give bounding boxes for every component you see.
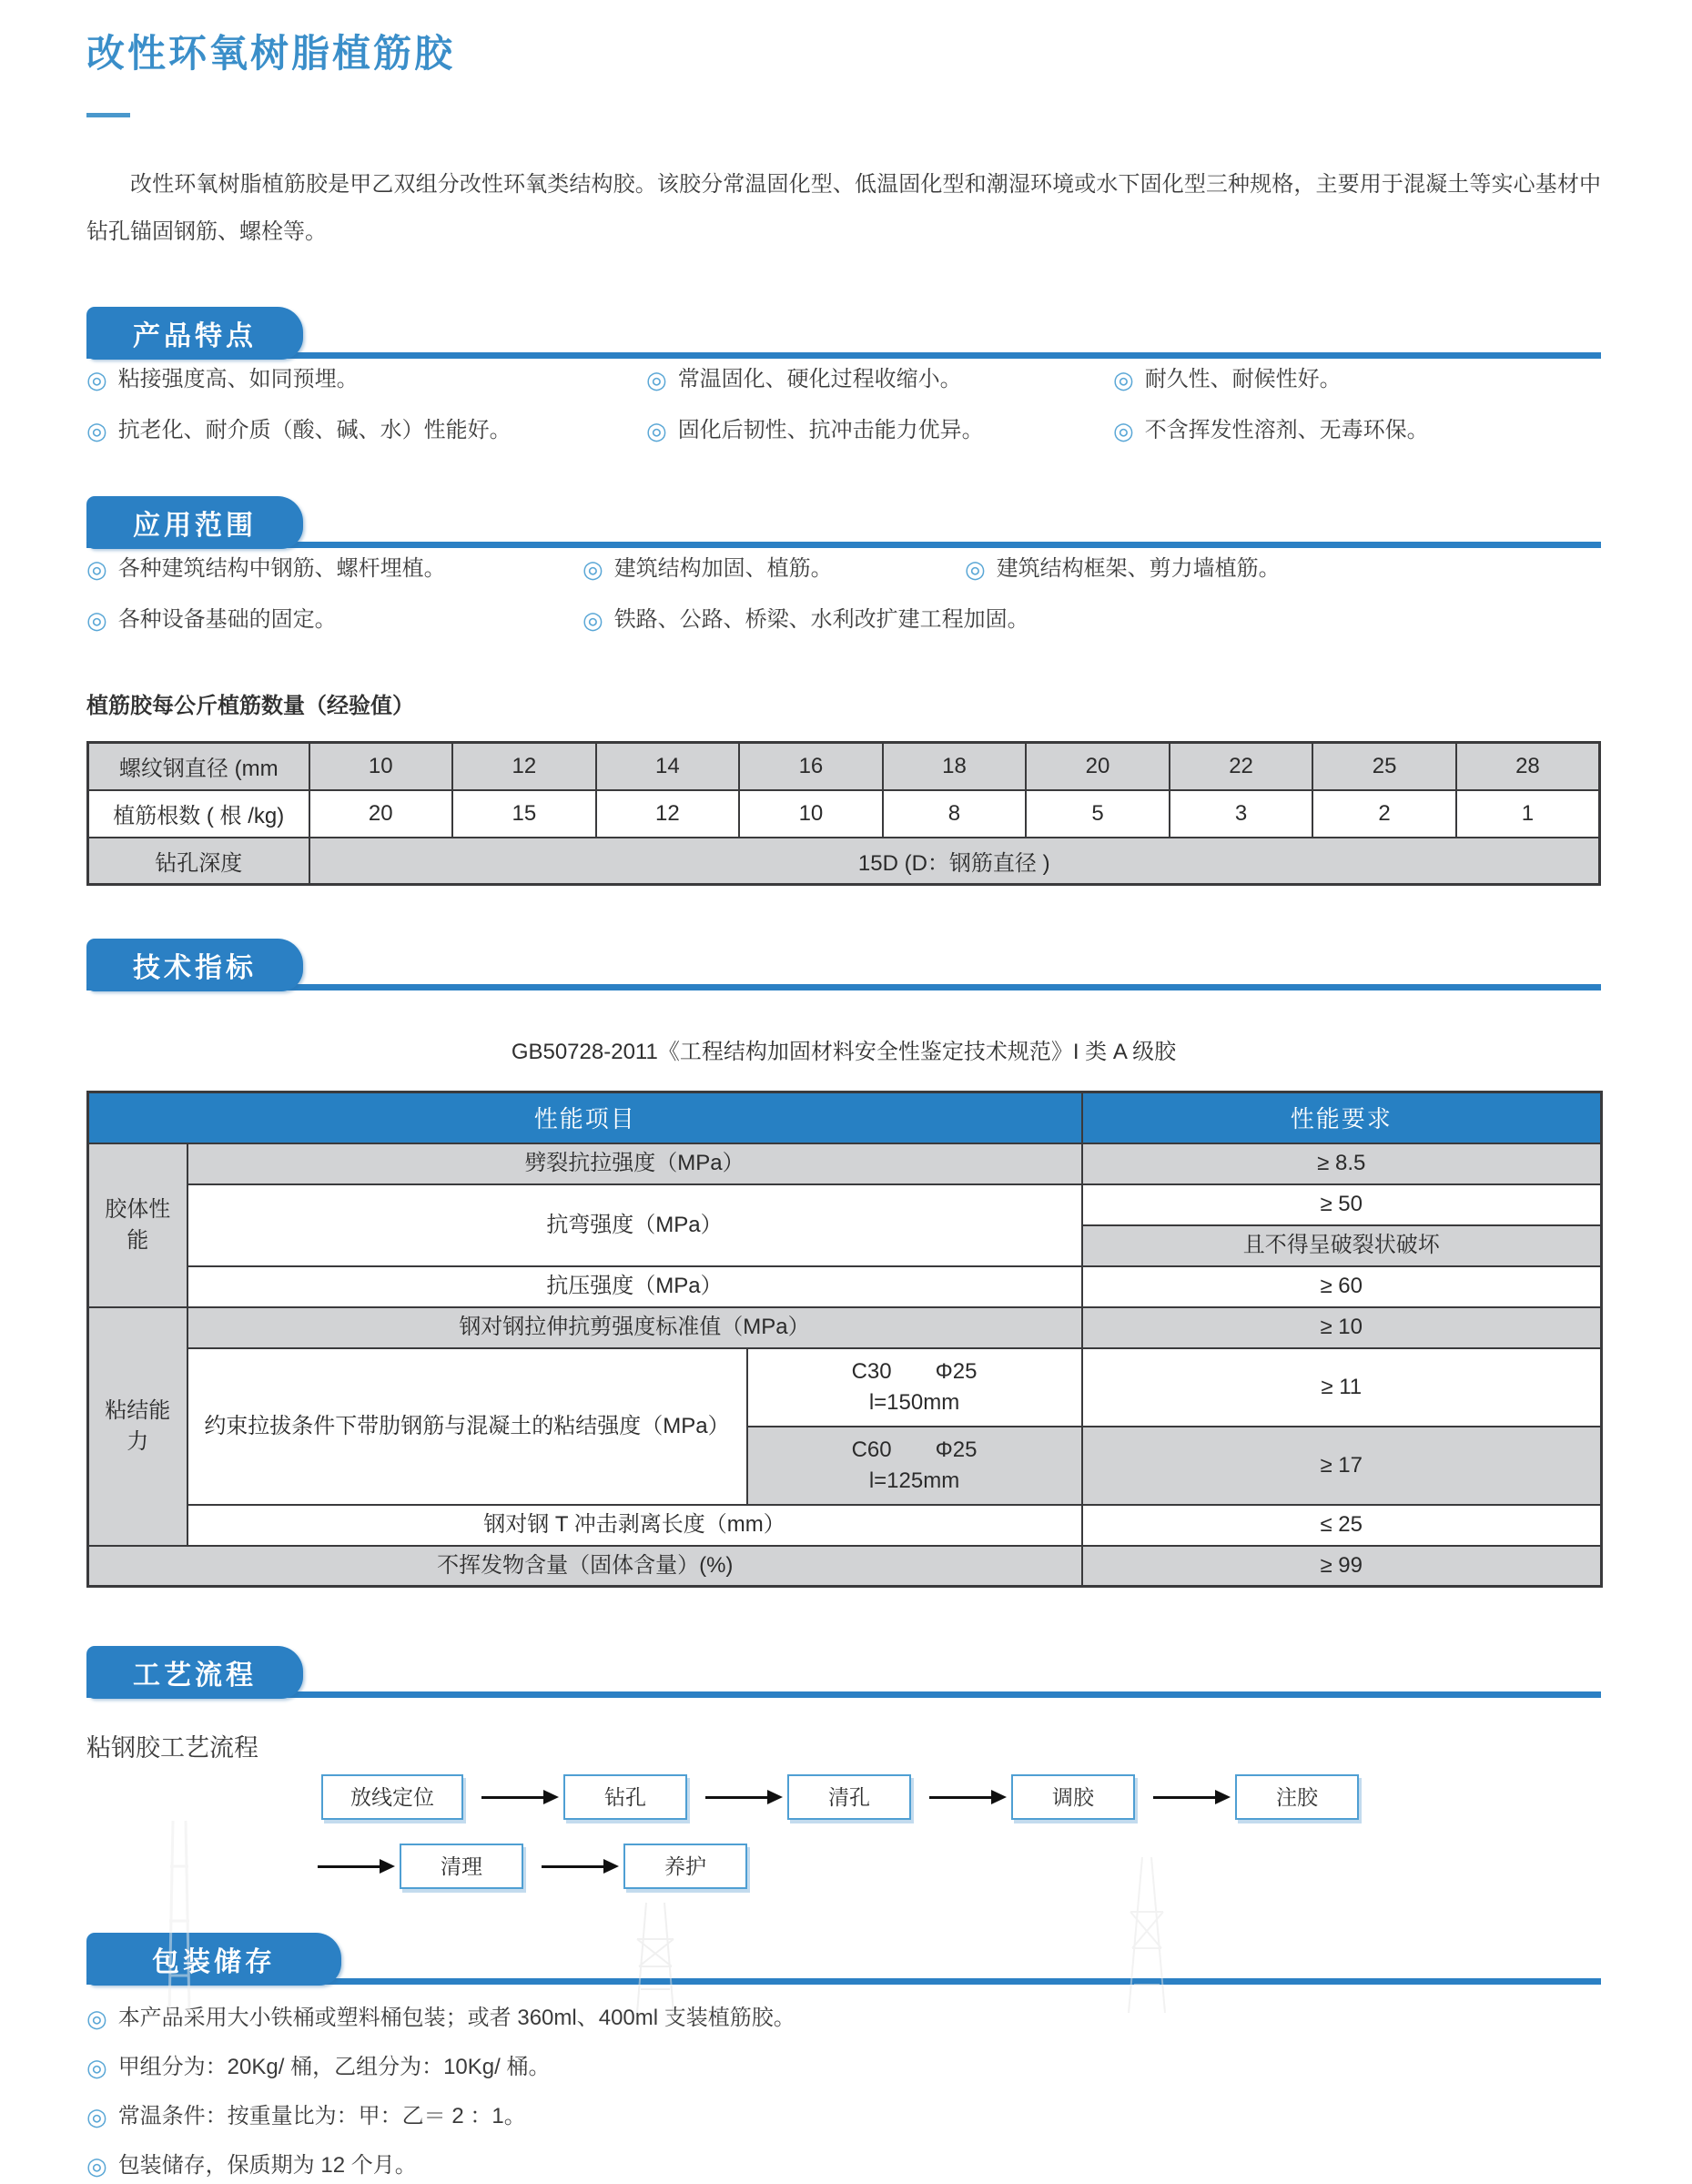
cell-line: C60 Φ25 bbox=[851, 1437, 978, 1462]
arrow-right-icon bbox=[481, 1796, 545, 1799]
column-header: 性能要求 bbox=[1082, 1092, 1602, 1143]
section-process-header bbox=[86, 1646, 1601, 1701]
feature-text: 粘接强度高、如同预埋。 bbox=[117, 367, 359, 391]
cell: 12 bbox=[452, 743, 596, 790]
table-row bbox=[88, 1266, 1602, 1307]
cell: ≥ 8.5 bbox=[1082, 1143, 1602, 1184]
arrow-right-icon bbox=[1153, 1796, 1217, 1799]
cell: 20 bbox=[1026, 743, 1170, 790]
cell: 22 bbox=[1170, 743, 1313, 790]
cell: 1 bbox=[1456, 790, 1600, 838]
double-circle-icon: ◎ bbox=[86, 2152, 107, 2179]
table-row bbox=[88, 790, 1600, 838]
cell: 且不得呈破裂状破坏 bbox=[1082, 1225, 1602, 1266]
standard-caption: GB50728-2011《工程结构加固材料安全性鉴定技术规范》I 类 A 级胶 bbox=[511, 1040, 1177, 1064]
double-circle-icon: ◎ bbox=[86, 366, 107, 393]
features-list bbox=[86, 361, 1601, 449]
cell bbox=[747, 1348, 1082, 1427]
double-circle-icon: ◎ bbox=[86, 606, 107, 634]
double-circle-icon: ◎ bbox=[86, 417, 107, 444]
table-row bbox=[88, 1184, 1602, 1225]
double-circle-icon: ◎ bbox=[86, 555, 107, 583]
list-item bbox=[86, 551, 583, 587]
list-item bbox=[86, 412, 646, 449]
packaging-text: 常温条件：按重量比为：甲：乙＝ 2 ：1。 bbox=[117, 2104, 526, 2128]
cell: ≥ 17 bbox=[1082, 1427, 1602, 1505]
feature-text: 抗老化、耐介质（酸、碱、水）性能好。 bbox=[117, 418, 512, 442]
packaging-text: 本产品采用大小铁桶或塑料桶包装；或者 360ml、400ml 支装植筋胶。 bbox=[117, 2006, 795, 2030]
cell: 抗弯强度（MPa） bbox=[187, 1184, 1082, 1266]
cell: ≤ 25 bbox=[1082, 1505, 1602, 1546]
cell: 3 bbox=[1170, 790, 1313, 838]
group-header: 胶体性能 bbox=[88, 1143, 187, 1307]
rebar-count-table bbox=[86, 741, 1601, 886]
column-header: 性能项目 bbox=[88, 1092, 1082, 1143]
section-applications-header bbox=[86, 496, 1601, 551]
applications-list bbox=[86, 551, 1601, 638]
cell: 10 bbox=[309, 743, 453, 790]
list-item bbox=[86, 2049, 1601, 2086]
cell: ≥ 10 bbox=[1082, 1307, 1602, 1348]
arrow-right-icon bbox=[318, 1865, 381, 1868]
double-circle-icon: ◎ bbox=[86, 2005, 107, 2032]
table-row bbox=[88, 838, 1600, 885]
intro-paragraph: 改性环氧树脂植筋胶是甲乙双组分改性环氧类结构胶。该胶分常温固化型、低温固化型和潮湿环境或水下固化型三种规格，主要用于混凝土等实心基材中钻孔锚固钢筋、螺栓等。 bbox=[86, 172, 1601, 244]
table-row bbox=[88, 743, 1600, 790]
cell: 16 bbox=[739, 743, 883, 790]
cell: 劈裂抗拉强度（MPa） bbox=[187, 1143, 1082, 1184]
application-text: 各种建筑结构中钢筋、螺杆埋植。 bbox=[117, 556, 446, 581]
packaging-text: 甲组分为：20Kg/ 桶，乙组分为：10Kg/ 桶。 bbox=[117, 2055, 551, 2079]
feature-text: 不含挥发性溶剂、无毒环保。 bbox=[1144, 418, 1429, 442]
table-header-row bbox=[88, 1092, 1602, 1143]
row-header: 植筋根数 ( 根 /kg) bbox=[88, 790, 309, 838]
section-rule bbox=[86, 542, 1601, 548]
application-text: 建筑结构加固、植筋。 bbox=[613, 556, 833, 581]
application-text: 各种设备基础的固定。 bbox=[117, 607, 337, 632]
rebar-table-caption: 植筋胶每公斤植筋数量（经验值） bbox=[86, 694, 414, 718]
double-circle-icon: ◎ bbox=[646, 417, 667, 444]
application-text: 建筑结构框架、剪力墙植筋。 bbox=[996, 556, 1281, 581]
cell: 8 bbox=[883, 790, 1027, 838]
flow-step: 钻孔 bbox=[563, 1774, 687, 1820]
double-circle-icon: ◎ bbox=[86, 2103, 107, 2130]
packaging-list bbox=[86, 2000, 1601, 2184]
cell: 15D (D：钢筋直径 ) bbox=[309, 838, 1600, 885]
cell: 14 bbox=[596, 743, 740, 790]
cell: 28 bbox=[1456, 743, 1600, 790]
cell: ≥ 60 bbox=[1082, 1266, 1602, 1307]
group-header: 粘结能力 bbox=[88, 1307, 187, 1546]
flow-step: 养护 bbox=[623, 1844, 747, 1889]
row-header: 钻孔深度 bbox=[88, 838, 309, 885]
arrow-right-icon bbox=[705, 1796, 769, 1799]
cell: 15 bbox=[452, 790, 596, 838]
double-circle-icon: ◎ bbox=[86, 2054, 107, 2081]
flow-step: 放线定位 bbox=[321, 1774, 463, 1820]
cell: 10 bbox=[739, 790, 883, 838]
arrow-right-icon bbox=[542, 1865, 605, 1868]
double-circle-icon: ◎ bbox=[583, 606, 603, 634]
section-applications-tab: 应用范围 bbox=[86, 496, 303, 549]
cell bbox=[747, 1427, 1082, 1505]
list-item bbox=[583, 602, 1029, 638]
cell: ≥ 11 bbox=[1082, 1348, 1602, 1427]
list-item bbox=[1113, 412, 1601, 449]
double-circle-icon: ◎ bbox=[583, 555, 603, 583]
process-subtitle: 粘钢胶工艺流程 bbox=[86, 1734, 258, 1762]
cell: 约束拉拔条件下带肋钢筋与混凝土的粘结强度（MPa） bbox=[187, 1348, 747, 1505]
row-header: 螺纹钢直径 (mm bbox=[88, 743, 309, 790]
flow-step: 注胶 bbox=[1235, 1774, 1359, 1820]
flow-step: 清孔 bbox=[787, 1774, 911, 1820]
application-text: 铁路、公路、桥梁、水利改扩建工程加固。 bbox=[613, 607, 1029, 632]
cell: ≥ 50 bbox=[1082, 1184, 1602, 1225]
table-row bbox=[88, 1505, 1602, 1546]
process-flow-row-2 bbox=[318, 1844, 1601, 1889]
table-row bbox=[88, 1307, 1602, 1348]
feature-text: 耐久性、耐候性好。 bbox=[1144, 367, 1342, 391]
section-process-tab: 工艺流程 bbox=[86, 1646, 303, 1699]
cell: 钢对钢拉伸抗剪强度标准值（MPa） bbox=[187, 1307, 1082, 1348]
feature-text: 常温固化、硬化过程收缩小。 bbox=[677, 367, 962, 391]
table-row bbox=[88, 1348, 1602, 1427]
double-circle-icon: ◎ bbox=[965, 555, 986, 583]
list-item bbox=[965, 551, 1601, 587]
section-features-header bbox=[86, 307, 1601, 361]
cell: 25 bbox=[1312, 743, 1456, 790]
cell: 18 bbox=[883, 743, 1027, 790]
cell: 不挥发物含量（固体含量）(%) bbox=[88, 1546, 1082, 1587]
cell: 钢对钢 T 冲击剥离长度（mm） bbox=[187, 1505, 1082, 1546]
packaging-text: 包装储存，保质期为 12 个月。 bbox=[117, 2153, 417, 2178]
cell: 5 bbox=[1026, 790, 1170, 838]
list-item bbox=[1113, 361, 1601, 398]
list-item bbox=[86, 361, 646, 398]
section-features-tab: 产品特点 bbox=[86, 307, 303, 360]
list-item bbox=[86, 2098, 1601, 2135]
tech-spec-table bbox=[86, 1091, 1603, 1588]
section-rule bbox=[86, 1691, 1601, 1698]
section-tech-header bbox=[86, 939, 1601, 993]
list-item bbox=[86, 2148, 1601, 2184]
flow-step: 清理 bbox=[400, 1844, 523, 1889]
table-row bbox=[88, 1546, 1602, 1587]
section-rule bbox=[86, 352, 1601, 359]
list-item bbox=[646, 412, 1113, 449]
flow-step: 调胶 bbox=[1011, 1774, 1135, 1820]
cell-line: l=150mm bbox=[868, 1389, 960, 1415]
process-flow-row-1 bbox=[321, 1774, 1601, 1820]
feature-text: 固化后韧性、抗冲击能力优异。 bbox=[677, 418, 984, 442]
section-rule bbox=[86, 984, 1601, 990]
cell: 20 bbox=[309, 790, 453, 838]
cell: 12 bbox=[596, 790, 740, 838]
list-item bbox=[646, 361, 1113, 398]
page-title: 改性环氧树脂植筋胶 bbox=[86, 32, 456, 75]
title-underline bbox=[86, 113, 130, 117]
double-circle-icon: ◎ bbox=[646, 366, 667, 393]
list-item bbox=[86, 2000, 1601, 2037]
table-row bbox=[88, 1143, 1602, 1184]
double-circle-icon: ◎ bbox=[1113, 417, 1134, 444]
list-item bbox=[583, 551, 965, 587]
cell: 2 bbox=[1312, 790, 1456, 838]
arrow-right-icon bbox=[929, 1796, 993, 1799]
list-item bbox=[86, 602, 583, 638]
section-tech-tab: 技术指标 bbox=[86, 939, 303, 991]
section-packaging-tab: 包装储存 bbox=[86, 1933, 341, 1986]
cell-line: l=125mm bbox=[868, 1468, 960, 1493]
cell: 抗压强度（MPa） bbox=[187, 1266, 1082, 1307]
double-circle-icon: ◎ bbox=[1113, 366, 1134, 393]
cell-line: C30 Φ25 bbox=[851, 1358, 978, 1384]
section-packaging-header bbox=[86, 1933, 1601, 1987]
cell: ≥ 99 bbox=[1082, 1546, 1602, 1587]
